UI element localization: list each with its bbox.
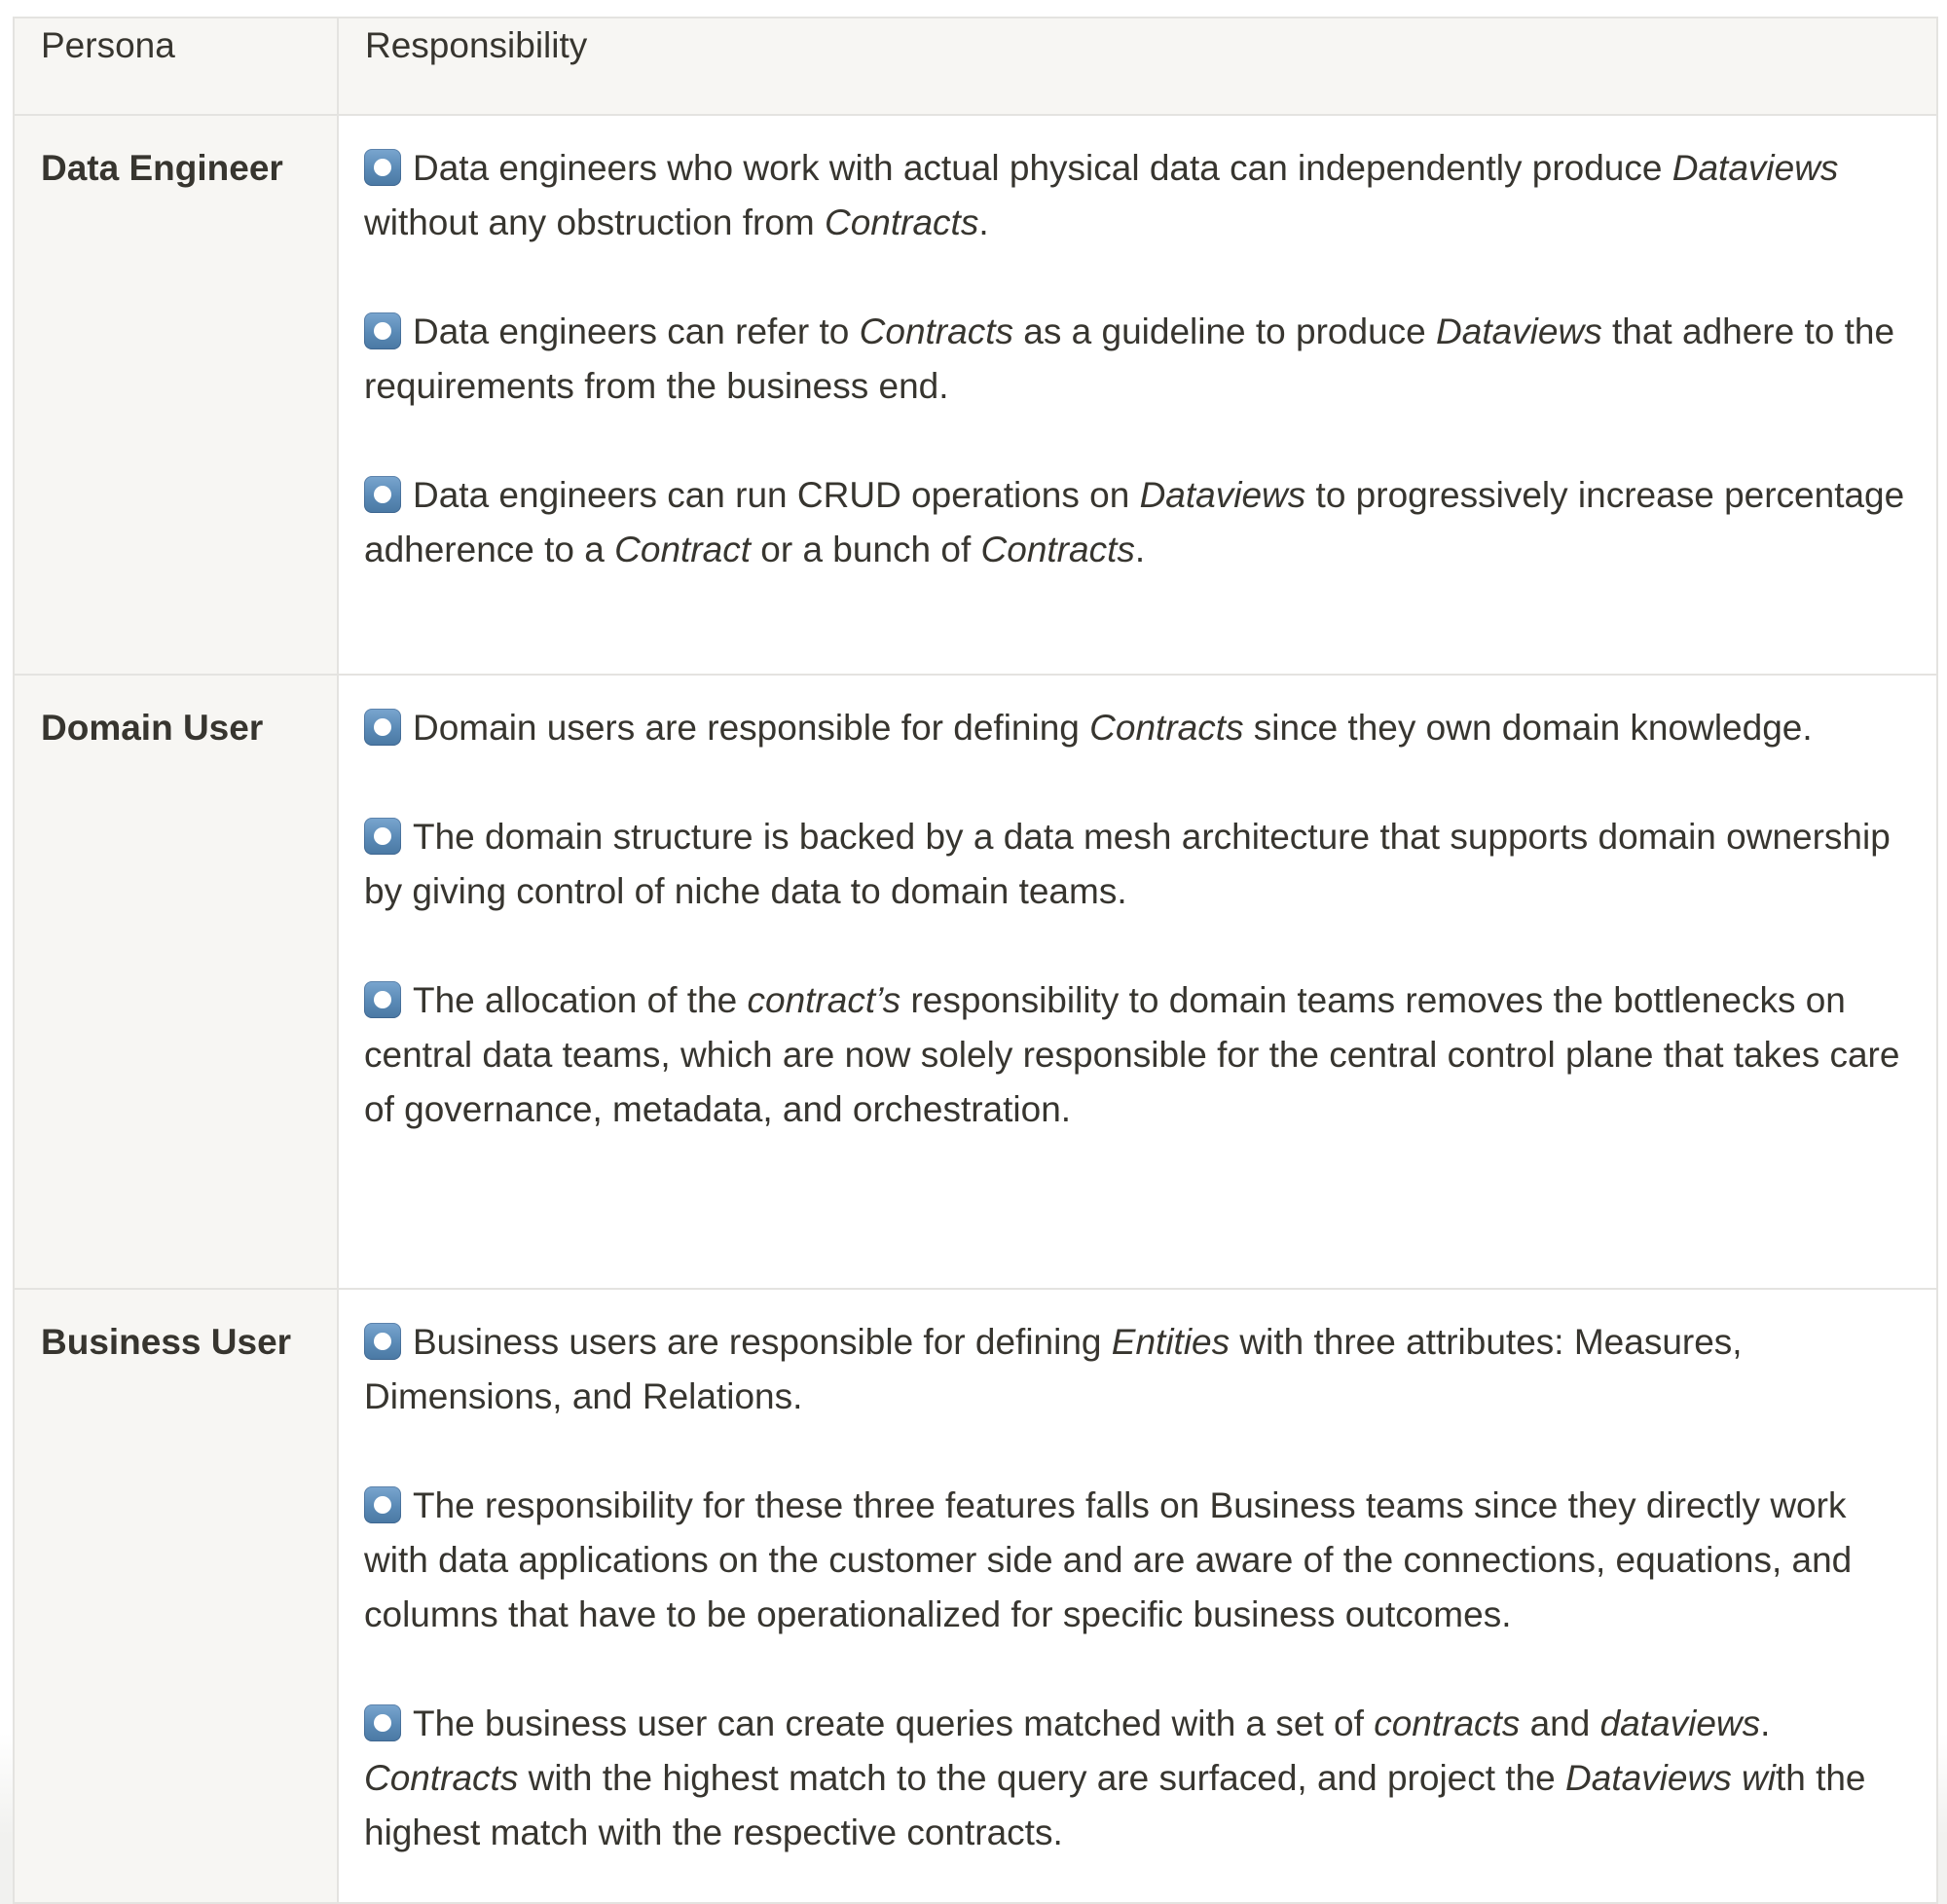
text-segment: since they own domain knowledge. xyxy=(1243,708,1813,748)
emphasized-term: Entities xyxy=(1111,1322,1231,1362)
emphasized-term: dataviews xyxy=(1599,1703,1761,1743)
emphasized-term: contract’s xyxy=(747,980,901,1020)
emphasized-term: Contracts xyxy=(825,202,979,242)
text-segment: Data engineers who work with actual physical data can independently produce xyxy=(413,148,1672,188)
text-segment: The domain structure is backed by a data mesh architecture that supports domain ownership by giving control of niche data to domain teams. xyxy=(364,817,1891,911)
text-segment: Business users are responsible for defining xyxy=(413,1322,1112,1362)
table-row xyxy=(14,115,1937,675)
radio-button-icon xyxy=(364,818,401,855)
text-segment: with three attributes: Measures, Dimensions, and Relations. xyxy=(364,1322,1743,1416)
emphasized-term: Dataviews xyxy=(1671,148,1839,188)
emphasized-term: Contracts xyxy=(1089,708,1244,748)
text-segment: and xyxy=(1520,1703,1600,1743)
radio-button-icon xyxy=(364,149,401,186)
text-segment: as a guideline to produce xyxy=(1013,311,1437,351)
responsibility-item xyxy=(364,973,1917,1137)
responsibility-item xyxy=(364,701,1917,755)
emphasized-term: Dataviews xyxy=(1139,475,1306,515)
responsibility-cell xyxy=(338,1289,1937,1903)
responsibility-item xyxy=(364,468,1917,577)
emphasized-term: Dataviews xyxy=(1436,311,1602,351)
responsibility-cell xyxy=(338,115,1937,675)
text-segment: without any obstruction from xyxy=(364,202,825,242)
responsibility-cell xyxy=(338,675,1937,1289)
emphasized-term: contracts xyxy=(1374,1703,1521,1743)
text-segment: th the highest match with the respective contracts. xyxy=(364,1758,1866,1852)
emphasized-term: Dataviews wi xyxy=(1565,1758,1776,1798)
text-segment: The business user can create queries matched with a set of xyxy=(413,1703,1375,1743)
emphasized-term: Contract xyxy=(614,530,751,569)
text-segment: to progressively increase percentage adherence to a xyxy=(364,475,1905,569)
responsibility-item xyxy=(364,1697,1917,1860)
text-segment: responsibility to domain teams removes the bottlenecks on central data teams, which are now solely responsible for the central control plane that takes care of governance, metadata, and orchestration. xyxy=(364,980,1900,1129)
persona-cell: Business User xyxy=(14,1289,338,1903)
radio-button-icon xyxy=(364,1704,401,1741)
radio-button-icon xyxy=(364,1486,401,1523)
text-segment: . xyxy=(1760,1703,1771,1743)
header-responsibility: Responsibility xyxy=(338,18,1937,115)
text-segment: that adhere to the requirements from the business end. xyxy=(364,311,1895,406)
responsibility-item xyxy=(364,305,1917,414)
responsibility-item xyxy=(364,1479,1917,1642)
text-segment: Domain users are responsible for defining xyxy=(413,708,1090,748)
text-segment: . xyxy=(1134,530,1146,569)
emphasized-term: Contracts xyxy=(980,530,1135,569)
responsibility-item xyxy=(364,810,1917,919)
radio-button-icon xyxy=(364,312,401,349)
persona-cell: Domain User xyxy=(14,675,338,1289)
table-row xyxy=(14,1289,1937,1903)
text-segment: Data engineers can refer to xyxy=(413,311,860,351)
emphasized-term: Contracts xyxy=(859,311,1013,351)
table-row xyxy=(14,675,1937,1289)
emphasized-term: Contracts xyxy=(364,1758,519,1798)
text-segment: . xyxy=(978,202,989,242)
table-header-row xyxy=(14,18,1937,115)
radio-button-icon xyxy=(364,476,401,513)
radio-button-icon xyxy=(364,709,401,746)
text-segment: with the highest match to the query are surfaced, and project the xyxy=(518,1758,1566,1798)
text-segment: The allocation of the xyxy=(413,980,748,1020)
responsibility-item xyxy=(364,1315,1917,1424)
text-segment: or a bunch of xyxy=(750,530,981,569)
text-segment: Data engineers can run CRUD operations on xyxy=(413,475,1140,515)
radio-button-icon xyxy=(364,1323,401,1360)
persona-responsibility-table xyxy=(13,17,1938,1904)
text-segment: The responsibility for these three features falls on Business teams since they directly work with data applications on the customer side and are aware of the connections, equations, and columns that have to be operationalized for specific business outcomes. xyxy=(364,1485,1853,1634)
persona-cell: Data Engineer xyxy=(14,115,338,675)
header-persona: Persona xyxy=(14,18,338,115)
responsibility-item xyxy=(364,141,1917,250)
radio-button-icon xyxy=(364,981,401,1018)
